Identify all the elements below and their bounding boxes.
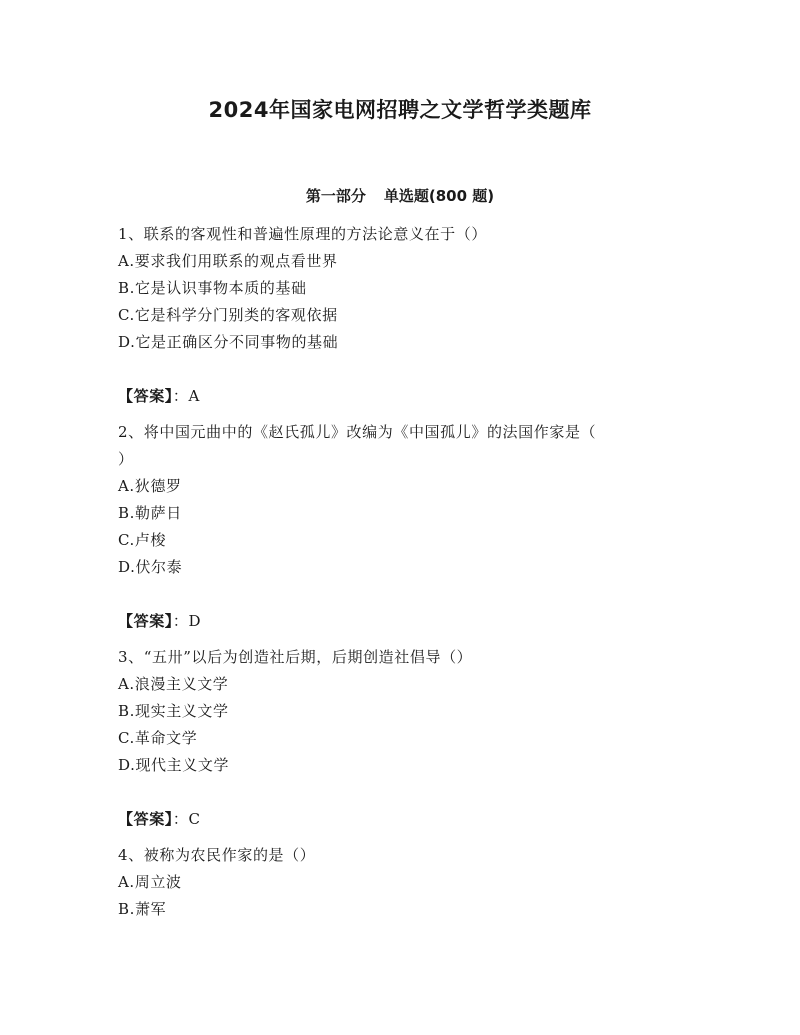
question-stem: 3、“五卅”以后为创造社后期，后期创造社倡导（）: [118, 648, 473, 666]
document-title: 2024年国家电网招聘之文学哲学类题库: [208, 98, 592, 122]
option-b: B.勒萨日: [118, 504, 182, 522]
question-2: [118, 419, 678, 644]
option-d: D.现代主义文学: [118, 756, 230, 774]
answer-value: C: [188, 810, 201, 828]
answer-value: A: [188, 387, 200, 405]
option-b: B.现实主义文学: [118, 702, 229, 720]
option-d: D.伏尔泰: [118, 558, 183, 576]
answer-tag: 【答案】: [118, 612, 173, 630]
answer-value: D: [188, 612, 202, 630]
answer-line: [118, 608, 678, 635]
section-subtitle: 单选题(800 题): [383, 187, 495, 205]
answer-tag: 【答案】: [118, 387, 173, 405]
option-a: A.狄德罗: [118, 477, 182, 495]
answer-line: [118, 383, 678, 410]
option-b: B.它是认识事物本质的基础: [118, 279, 307, 297]
section-name: 第一部分: [305, 187, 366, 205]
question-1: [118, 221, 678, 419]
question-stem: 4、被称为农民作家的是（）: [118, 846, 316, 864]
question-list: [118, 221, 678, 923]
option-c: C.革命文学: [118, 729, 198, 747]
option-a: A.要求我们用联系的观点看世界: [118, 252, 338, 270]
option-c: C.卢梭: [118, 531, 167, 549]
question-stem: 1、联系的客观性和普遍性原理的方法论意义在于（）: [118, 225, 487, 243]
answer-separator: ：: [172, 810, 189, 828]
answer-line: [118, 806, 678, 833]
answer-tag: 【答案】: [118, 810, 173, 828]
question-stem: 2、将中国元曲中的《赵氏孤儿》改编为《中国孤儿》的法国作家是（: [118, 423, 597, 441]
option-d: D.它是正确区分不同事物的基础: [118, 333, 339, 351]
answer-separator: ：: [172, 387, 189, 405]
option-a: A.周立波: [118, 873, 182, 891]
question-stem-continued: ）: [118, 450, 134, 468]
section-title: [0, 185, 800, 206]
option-c: C.它是科学分门别类的客观依据: [118, 306, 338, 324]
answer-separator: ：: [172, 612, 189, 630]
question-4: [118, 842, 678, 923]
option-b: B.萧军: [118, 900, 167, 918]
question-3: [118, 644, 678, 842]
option-a: A.浪漫主义文学: [118, 675, 229, 693]
